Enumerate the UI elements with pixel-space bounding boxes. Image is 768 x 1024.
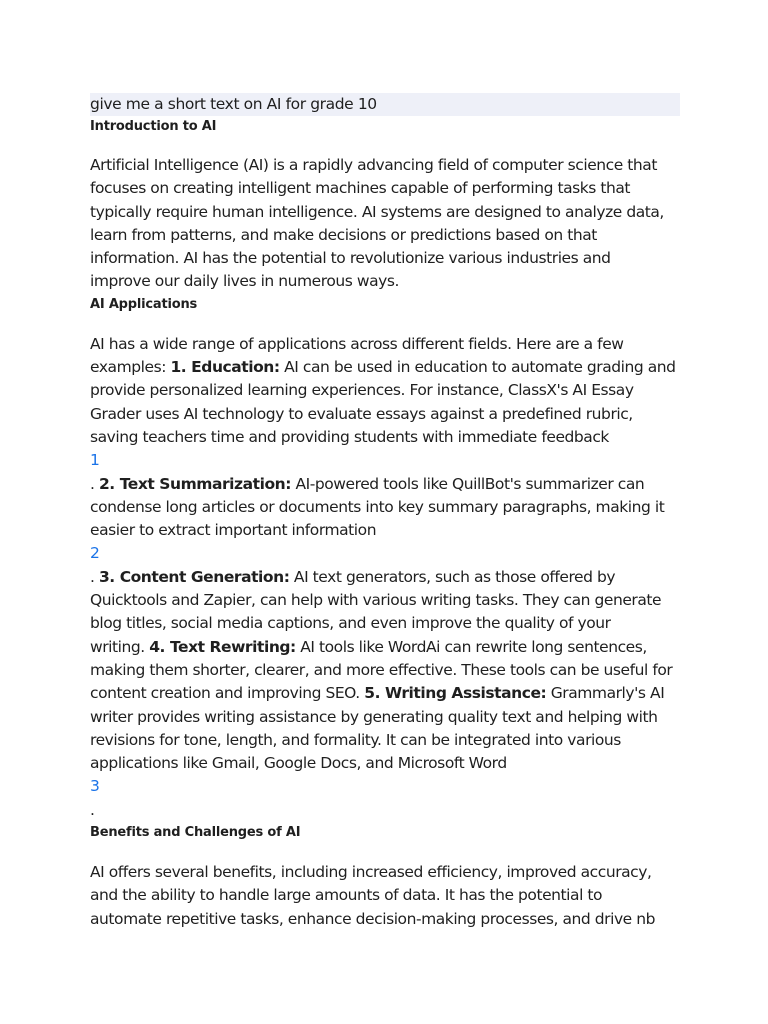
text-line: Quicktools and Zapier, can help with various writing tasks. They can generate — [90, 591, 662, 610]
user-prompt: give me a short text on AI for grade 10 — [90, 93, 680, 116]
text-fragment: writing. — [90, 637, 150, 656]
text-line: Artificial Intelligence (AI) is a rapidly advancing field of computer science that — [90, 156, 657, 174]
paragraph-introduction — [90, 154, 680, 294]
citation-link-1[interactable]: 1 — [90, 451, 100, 470]
spacer — [90, 138, 680, 154]
heading-benefits: Benefits and Challenges of AI — [90, 825, 301, 841]
text-line: information. AI has the potential to revolutionize various industries and — [90, 249, 611, 268]
bold-label: 5. Writing Assistance: — [364, 684, 547, 703]
bold-label: 3. Content Generation: — [98, 567, 290, 586]
text-fragment: AI tools like WordAi can rewrite long sentences, — [295, 637, 647, 656]
bold-label: 1. Education: — [170, 358, 280, 377]
text-line — [90, 682, 680, 705]
citation-link-3[interactable]: 3 — [90, 777, 100, 796]
bold-label: 2. Text Summarization: — [98, 474, 291, 493]
text-fragment: AI-powered tools like QuillBot's summarizer can — [290, 474, 645, 493]
text-fragment: examples: — [90, 358, 171, 377]
spacer — [90, 316, 680, 333]
text-fragment: . — [90, 567, 99, 586]
text-line — [90, 566, 680, 589]
spacer — [90, 844, 680, 861]
text-line: AI has a wide range of applications across different fields. Here are a few — [90, 334, 624, 353]
text-line: writer provides writing assistance by generating quality text and helping with — [90, 707, 658, 726]
text-line: learn from patterns, and make decisions or predictions based on that — [90, 225, 597, 244]
text-line: condense long articles or documents into key summary paragraphs, making it — [90, 497, 665, 516]
document-page — [90, 93, 680, 931]
text-line: revisions for tone, length, and formality. It can be integrated into various — [90, 730, 621, 749]
text-line — [90, 356, 680, 379]
heading-introduction: Introduction to AI — [90, 119, 217, 134]
text-fragment: AI can be used in education to automate grading and — [279, 358, 676, 377]
text-line: easier to extract important information — [90, 521, 377, 540]
text-line: . — [90, 800, 95, 819]
text-line: and the ability to handle large amounts of data. It has the potential to — [90, 886, 603, 905]
text-line: improve our daily lives in numerous ways. — [90, 272, 399, 291]
paragraph-applications — [90, 333, 680, 822]
text-line: Grader uses AI technology to evaluate essays against a predefined rubric, — [90, 404, 633, 423]
text-fragment: AI text generators, such as those offered by — [289, 567, 616, 586]
text-line: typically require human intelligence. AI systems are designed to analyze data, — [90, 202, 664, 221]
heading-applications: AI Applications — [90, 296, 198, 312]
text-line: automate repetitive tasks, enhance decision-making processes, and drive nb — [90, 909, 656, 928]
text-fragment: Grammarly's AI — [546, 684, 665, 703]
text-line — [90, 473, 680, 496]
text-fragment: content creation and improving SEO. — [90, 684, 365, 703]
text-line: saving teachers time and providing students with immediate feedback — [90, 427, 609, 446]
paragraph-benefits — [90, 861, 680, 931]
text-line: blog titles, social media captions, and even improve the quality of your — [90, 614, 611, 633]
text-line: applications like Gmail, Google Docs, and Microsoft Word — [90, 754, 507, 773]
bold-label: 4. Text Rewriting: — [149, 637, 296, 656]
citation-link-2[interactable]: 2 — [90, 544, 100, 563]
text-line: making them shorter, clearer, and more effective. These tools can be useful for — [90, 660, 673, 679]
text-line: focuses on creating intelligent machines capable of performing tasks that — [90, 179, 631, 198]
text-line: provide personalized learning experiences. For instance, ClassX's AI Essay — [90, 381, 634, 400]
text-fragment: . — [90, 474, 99, 493]
text-line: AI offers several benefits, including increased efficiency, improved accuracy, — [90, 863, 652, 882]
text-line — [90, 636, 680, 659]
